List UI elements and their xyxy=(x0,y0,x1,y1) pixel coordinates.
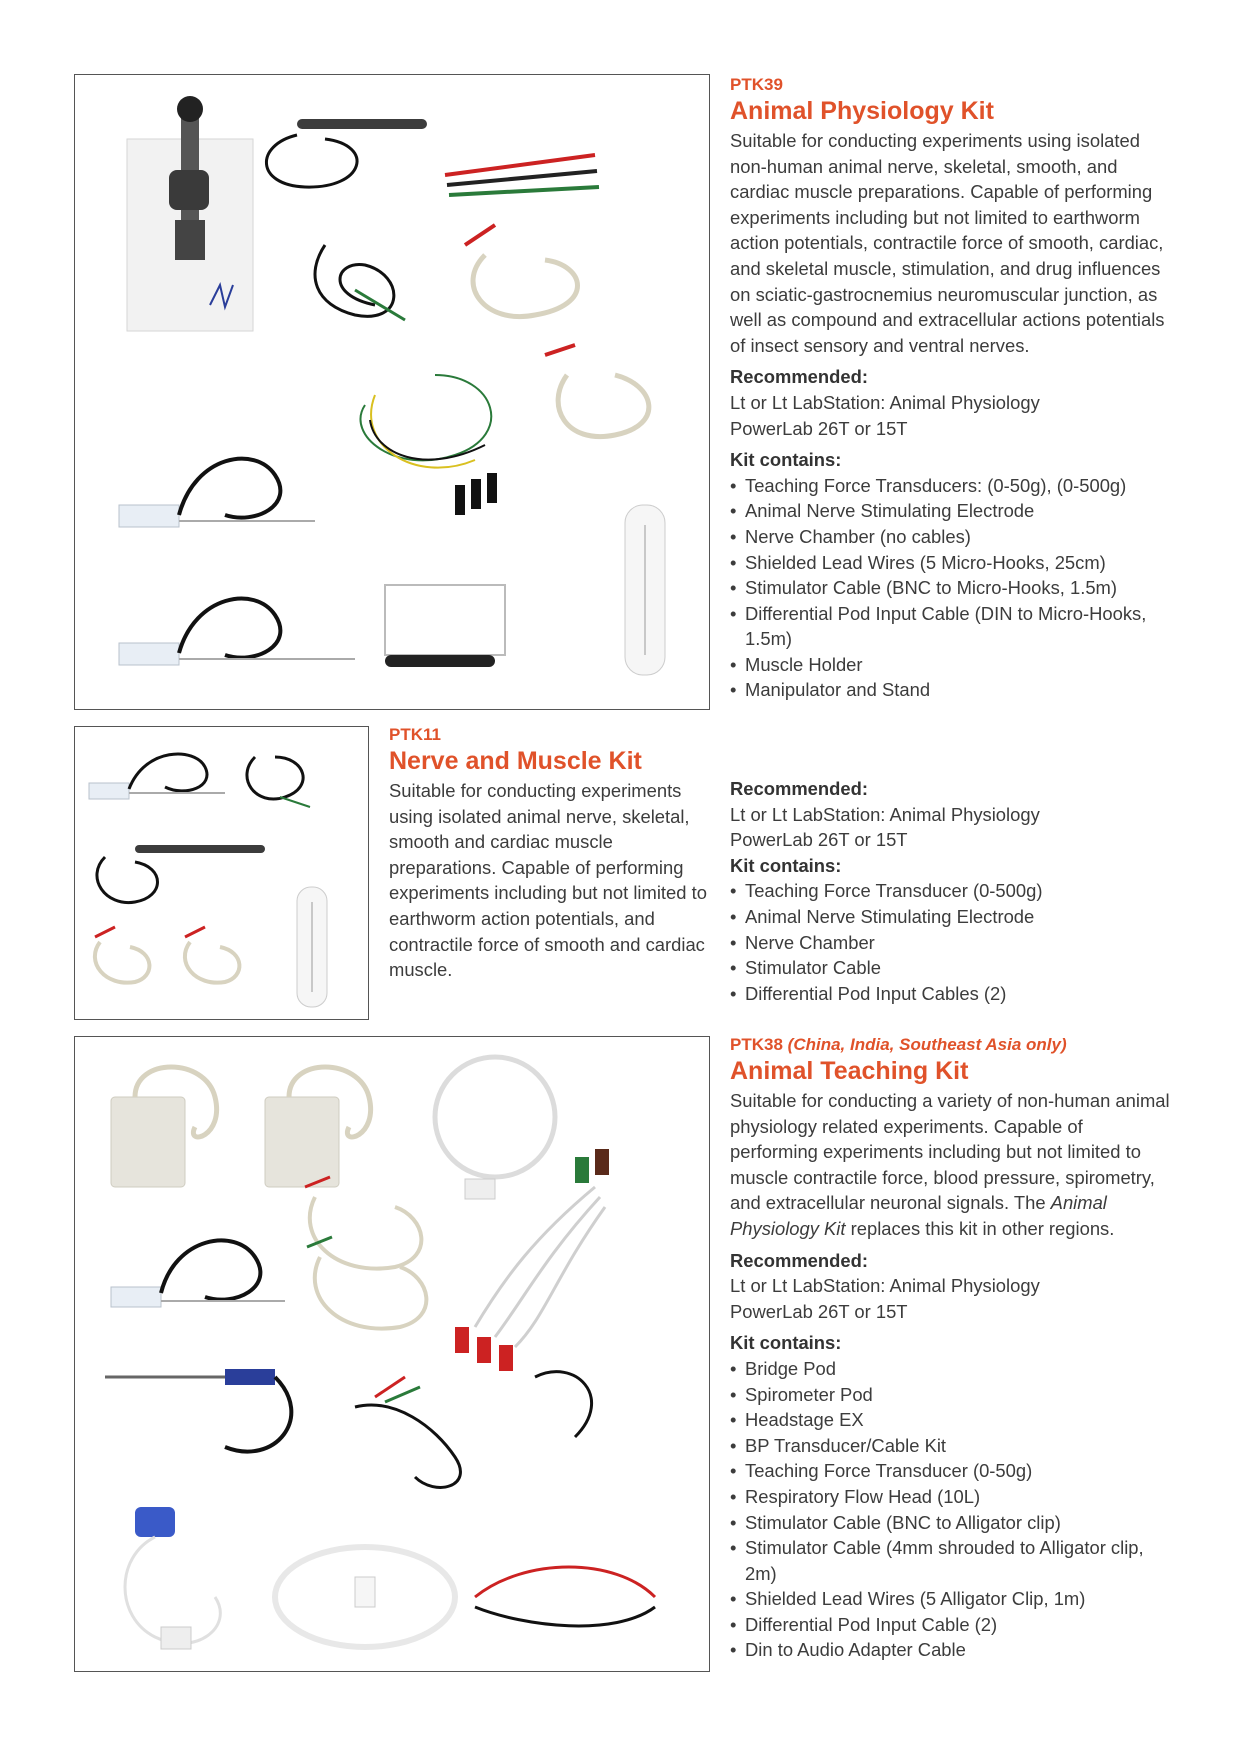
list-item: • Animal Nerve Stimulating Electrode xyxy=(730,904,1170,930)
list-item: • Shielded Lead Wires (5 Alligator Clip, 1m) xyxy=(730,1586,1170,1612)
kit-code: PTK38 xyxy=(730,1035,783,1054)
kit-contains-heading: Kit contains: xyxy=(730,854,842,876)
ptk38-equipment-illustration xyxy=(75,1037,710,1672)
list-item: • Stimulator Cable (BNC to Alligator clip) xyxy=(730,1510,1170,1536)
kit-contents-list xyxy=(730,878,1170,1006)
recommended-line: Lt or Lt LabStation: Animal Physiology xyxy=(730,1275,1040,1297)
list-item: • Animal Nerve Stimulating Electrode xyxy=(730,498,1170,524)
list-item: • Differential Pod Input Cable (DIN to Micro-Hooks, 1.5m) xyxy=(730,601,1170,652)
list-item: • Stimulator Cable (4mm shrouded to Alligator clip, 2m) xyxy=(730,1535,1170,1586)
ptk11-text xyxy=(389,724,719,983)
list-item: • Respiratory Flow Head (10L) xyxy=(730,1484,1170,1510)
recommended-heading: Recommended: xyxy=(730,1249,868,1271)
ptk11-details xyxy=(730,776,1170,1006)
recommended-line: PowerLab 26T or 15T xyxy=(730,1300,908,1322)
kit-description: Suitable for conducting experiments using isolated non-human animal nerve, skeletal, smooth, and cardiac muscle preparations. Capable of performing experiments including but not limited to earthworm action potentials, contractile force of smooth, cardiac, and skeletal muscle, stimulation, and drug influences on sciatic-gastrocnemius neuromuscular junction, as well as compound and extracellular actions potentials of insect sensory and ventral nerves. xyxy=(730,130,1165,356)
list-item: • Stimulator Cable (BNC to Micro-Hooks, 1.5m) xyxy=(730,575,1170,601)
kit-title: Animal Physiology Kit xyxy=(730,97,994,125)
ptk38-text xyxy=(730,1034,1170,1663)
list-item: • Shielded Lead Wires (5 Micro-Hooks, 25cm) xyxy=(730,550,1170,576)
list-item: • Manipulator and Stand xyxy=(730,677,1170,703)
list-item: • Differential Pod Input Cable (2) xyxy=(730,1612,1170,1638)
list-item: • Differential Pod Input Cables (2) xyxy=(730,981,1170,1007)
recommended-line: PowerLab 26T or 15T xyxy=(730,829,908,851)
ptk39-kit-photo xyxy=(74,74,710,710)
kit-title: Nerve and Muscle Kit xyxy=(389,747,642,775)
list-item: • Headstage EX xyxy=(730,1407,1170,1433)
kit-contents-list xyxy=(730,473,1170,703)
ptk39-text xyxy=(730,74,1170,703)
kit-description: Suitable for conducting experiments using isolated animal nerve, skeletal, smooth and cardiac muscle preparations. Capable of performing experiments including but not limited to earthworm action potentials, and contractile force of smooth and cardiac muscle. xyxy=(389,780,707,981)
kit-code-line xyxy=(730,1034,1170,1056)
region-note: (China, India, Southeast Asia only) xyxy=(787,1035,1067,1054)
kit-title: Animal Teaching Kit xyxy=(730,1057,969,1085)
list-item: • BP Transducer/Cable Kit xyxy=(730,1433,1170,1459)
kit-contains-heading: Kit contains: xyxy=(730,1332,842,1354)
description-text-end: replaces this kit in other regions. xyxy=(845,1217,1115,1239)
recommended-line: PowerLab 26T or 15T xyxy=(730,417,908,439)
recommended-heading: Recommended: xyxy=(730,778,868,799)
list-item: • Nerve Chamber xyxy=(730,930,1170,956)
ptk38-kit-photo xyxy=(74,1036,710,1672)
list-item: • Teaching Force Transducer (0-500g) xyxy=(730,878,1170,904)
recommended-line: Lt or Lt LabStation: Animal Physiology xyxy=(730,391,1040,413)
kit-contains-heading: Kit contains: xyxy=(730,449,842,471)
ptk11-equipment-illustration xyxy=(75,727,369,1020)
description-kit-name: Animal Physiology Kit xyxy=(730,1192,1107,1239)
description-text: Suitable for conducting a variety of non-human animal physiology related experiments. Capable of performing experiments including but not limited to muscle contractile force, blood pressure, spirometry, and extracellular neuronal signals. The xyxy=(730,1090,1170,1214)
list-item: • Teaching Force Transducer (0-50g) xyxy=(730,1458,1170,1484)
kit-code: PTK39 xyxy=(730,75,783,94)
list-item: • Din to Audio Adapter Cable xyxy=(730,1637,1170,1663)
ptk39-equipment-illustration xyxy=(75,75,710,710)
recommended-line: Lt or Lt LabStation: Animal Physiology xyxy=(730,803,1040,825)
ptk11-kit-photo xyxy=(74,726,369,1020)
recommended-heading: Recommended: xyxy=(730,366,868,388)
list-item: • Bridge Pod xyxy=(730,1356,1170,1382)
kit-description xyxy=(730,1088,1170,1242)
list-item: • Muscle Holder xyxy=(730,652,1170,678)
kit-contents-list xyxy=(730,1356,1170,1663)
list-item: • Stimulator Cable xyxy=(730,955,1170,981)
kit-code: PTK11 xyxy=(389,725,441,744)
list-item: • Spirometer Pod xyxy=(730,1382,1170,1408)
list-item: • Teaching Force Transducers: (0-50g), (0-500g) xyxy=(730,473,1170,499)
list-item: • Nerve Chamber (no cables) xyxy=(730,524,1170,550)
